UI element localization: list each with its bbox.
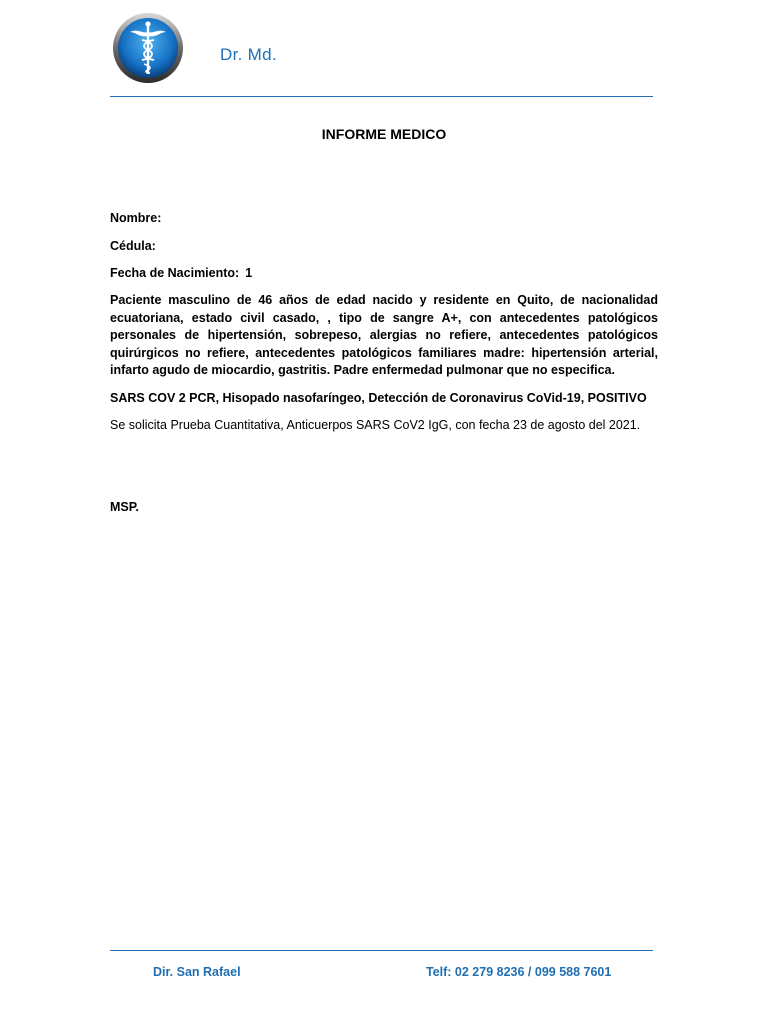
- test-request: Se solicita Prueba Cuantitativa, Anticuerpos SARS CoV2 IgG, con fecha 23 de agosto del 2021.: [110, 418, 641, 432]
- header-divider: [110, 96, 653, 97]
- pcr-result: SARS COV 2 PCR, Hisopado nasofaríngeo, Detección de Coronavirus CoVid-19, POSITIVO: [110, 391, 647, 405]
- cedula-field: [110, 239, 156, 253]
- signature: MSP.: [110, 500, 139, 514]
- footer-address: Dir. San Rafael: [153, 965, 241, 979]
- clinical-history: Paciente masculino de 46 años de edad nacido y residente en Quito, de nacionalidad ecuatoriana, estado civil casado, , tipo de sangre A+, con antecedentes patológicos personales de hipertensión, sobrepeso, alergias no refiere, antecedentes patológicos quirúrgicos no refiere, antecedentes patológicos familiares madre: hipertensión arterial, infarto agudo de miocardio, gastritis. Padre enfermedad pulmonar que no especifica.: [110, 293, 658, 377]
- cedula-label: Cédula:: [110, 239, 156, 253]
- fecha-nacimiento-value: 1: [245, 266, 253, 280]
- footer-divider: [110, 950, 653, 951]
- fecha-nacimiento-field: [110, 266, 252, 280]
- nombre-label: Nombre:: [110, 211, 162, 225]
- doctor-name: Dr. Md.: [220, 45, 277, 64]
- page-title: INFORME MEDICO: [321, 126, 447, 142]
- nombre-field: [110, 211, 161, 225]
- caduceus-logo-icon: [110, 12, 186, 84]
- footer-phone: Telf: 02 279 8236 / 099 588 7601: [426, 965, 612, 979]
- fecha-nacimiento-label: Fecha de Nacimiento:: [110, 266, 240, 280]
